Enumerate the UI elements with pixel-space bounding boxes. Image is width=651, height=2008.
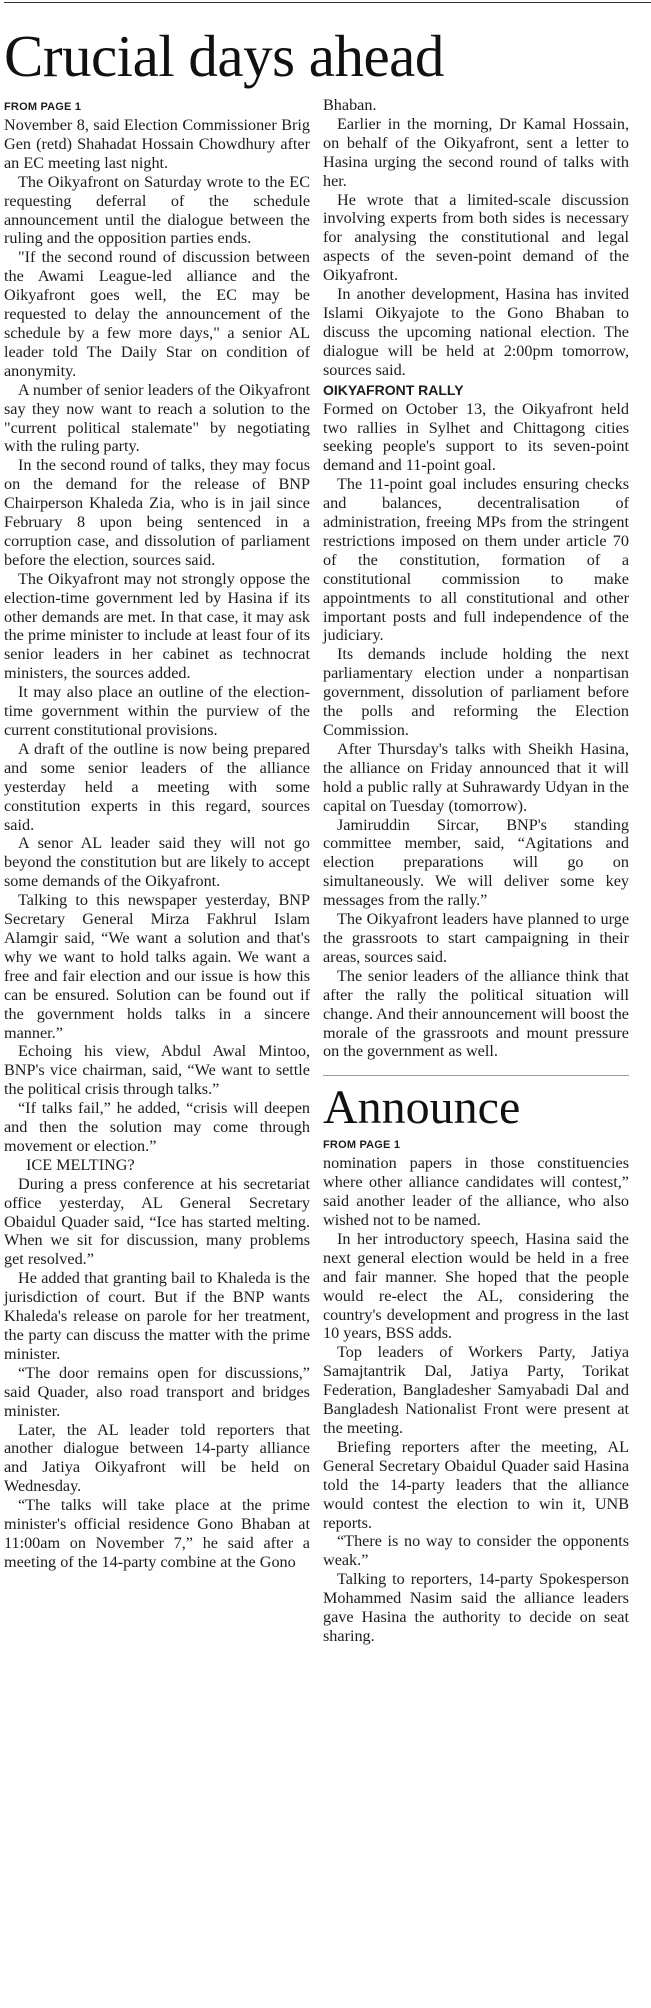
rally-paragraph: The senior leaders of the alliance think that after the rally the political situation will change. And their announcement will boost the morale of the grassroots and mount pressure on the government as well. — [323, 966, 629, 1061]
story1-paragraph: In the second round of talks, they may focus on the demand for the release of BNP Chairperson Khaleda Zia, who is in jail since February 8 upon being sentenced in a corruption case, and dissolution of parliament before the election, sources said. — [4, 456, 310, 569]
oikyafront-rally-subhead: OIKYAFRONT RALLY — [323, 381, 464, 398]
story2-paragraph: “There is no way to consider the opponents weak.” — [323, 1532, 629, 1570]
story1-paragraph: The Oikyafront may not strongly oppose the election-time government led by Hasina if its other demands are met. In that case, it may ask the prime minister to include at least four of its senior leaders in her cabinet as technocrat ministers, the sources added. — [4, 569, 310, 683]
story2-paragraph: Top leaders of Workers Party, Jatiya Samajtantrik Dal, Jatiya Party, Torikat Federation, Bangladesher Samyabadi Dal and Bangladesh Nationalist Front were present at the meeting. — [323, 1343, 629, 1437]
rally-paragraph: Jamiruddin Sircar, BNP's standing committee member, said, “Agitations and election preparations will go on simultaneously. We will deliver some key messages from the rally.” — [323, 815, 629, 910]
story1-paragraph: Bhaban. — [323, 96, 377, 114]
headline-crucial-days-ahead: Crucial days ahead — [4, 23, 444, 89]
rally-paragraph: Its demands include holding the next parliamentary election under a nonpartisan government, dissolution of parliament before the polls and reforming the Election Commission. — [323, 645, 629, 739]
story1-right-column — [323, 96, 629, 1646]
story1-paragraph: Echoing his view, Abdul Awal Mintoo, BNP's vice chairman, said, “We want to settle the political crisis through talks.” — [4, 1042, 310, 1099]
story1-paragraph: During a press conference at his secretariat office yesterday, AL General Secretary Obaidul Quader said, “Ice has started melting. When we sit for discussion, many problems get resolved.” — [4, 1174, 310, 1269]
story1-paragraph: “The door remains open for discussions,” said Quader, also road transport and bridges minister. — [4, 1363, 310, 1420]
top-rule — [4, 2, 651, 3]
story1-paragraph: A senor AL leader said they will not go beyond the constitution but are likely to accept some demands of the Oikyafront. — [4, 834, 310, 891]
story1-paragraph: A number of senior leaders of the Oikyafront say they now want to reach a solution to the "current political stalemate" by negotiating with the ruling party. — [4, 380, 310, 456]
story1-left-column — [4, 100, 310, 1572]
rally-paragraph: The 11-point goal includes ensuring checks and balances, decentralisation of administration, freeing MPs from the stringent restrictions imposed on them under article 70 of the constitution, formation of a constitutional commission to make appointments to all constitutional and other important posts and full independence of the judiciary. — [323, 475, 629, 645]
story1-paragraph: In another development, Hasina has invited Islami Oikyajote to the Gono Bhaban to discuss the upcoming national election. The dialogue will be held at 2:00pm tomorrow, sources said. — [323, 285, 629, 379]
story1-paragraph: He added that granting bail to Khaleda is the jurisdiction of court. But if the BNP wants Khaleda's release on parole for her treatment, the party can discuss the matter with the prime minister. — [4, 1269, 310, 1363]
rally-paragraph: Formed on October 13, the Oikyafront held two rallies in Sylhet and Chittagong cities seeking people's support to its seven-point demand and 11-point goal. — [323, 399, 629, 475]
headline-announce: Announce — [323, 1075, 629, 1136]
story2-paragraph: In her introductory speech, Hasina said the next general election would be held in a free and fair manner. She hoped that the people would re-elect the AL, considering the country's development and progress in the last 10 years, BSS adds. — [323, 1229, 629, 1343]
story2-kicker: FROM PAGE 1 — [323, 1139, 401, 1152]
story1-paragraph: He wrote that a limited-scale discussion involving experts from both sides is necessary for analysing the constitutional and legal aspects of the seven-point demand of the Oikyafront. — [323, 190, 629, 285]
rally-paragraph: After Thursday's talks with Sheikh Hasina, the alliance on Friday announced that it will hold a public rally at Suhrawardy Udyan in the capital on Tuesday (tomorrow). — [323, 739, 629, 815]
story1-paragraph: Later, the AL leader told reporters that another dialogue between 14-party alliance and Jatiya Oikyafront will be held on Wednesday. — [4, 1420, 310, 1496]
story1-paragraph: November 8, said Election Commissioner Brig Gen (retd) Shahadat Hossain Chowdhury after an EC meeting last night. — [4, 116, 310, 172]
story1-paragraph: A draft of the outline is now being prepared and some senior leaders of the alliance yesterday held a meeting with some constitution experts in this regard, sources said. — [4, 739, 310, 834]
story1-paragraph: "If the second round of discussion between the Awami League-led alliance and the Oikyafront goes well, the EC may be requested to delay the announcement of the schedule by a few more days," a senior AL leader told The Daily Star on condition of anonymity. — [4, 248, 310, 380]
story1-paragraph: “The talks will take place at the prime minister's official residence Gono Bhaban at 11:00am on November 7,” he said after a meeting of the 14-party combine at the Gono — [4, 1496, 310, 1571]
story1-paragraph: Earlier in the morning, Dr Kamal Hossain, on behalf of the Oikyafront, sent a letter to Hasina urging the second round of talks with her. — [323, 114, 629, 190]
story2-paragraph: nomination papers in those constituencies where other alliance candidates will contest,” said another leader of the alliance, who also wished not to be named. — [323, 1154, 629, 1230]
rally-paragraph: The Oikyafront leaders have planned to urge the grassroots to start campaigning in their areas, sources said. — [323, 910, 629, 966]
story2-paragraph: Talking to reporters, 14-party Spokesperson Mohammed Nasim said the alliance leaders gave Hasina the authority to decide on seat sharing. — [323, 1570, 629, 1645]
story1-paragraph: The Oikyafront on Saturday wrote to the EC requesting deferral of the schedule announcement until the dialogue between the ruling and the opposition parties ends. — [4, 172, 310, 248]
story1-kicker: FROM PAGE 1 — [4, 101, 82, 113]
story2-paragraph: Briefing reporters after the meeting, AL General Secretary Obaidul Quader said Hasina told the 14-party leaders that the alliance would contest the election to win it, UNB reports. — [323, 1437, 629, 1532]
ice-melting-subhead: ICE MELTING? — [26, 1155, 135, 1174]
story1-paragraph: It may also place an outline of the election-time government within the purview of the current constitutional provisions. — [4, 683, 310, 739]
story1-paragraph: Talking to this newspaper yesterday, BNP Secretary General Mirza Fakhrul Islam Alamgir said, “We want a solution and that's why we want to hold talks again. We want a free and fair election and our issue is how this can be ensured. Solution can be found out if the government holds talks in a sincere manner.” — [4, 891, 310, 1042]
story1-paragraph: “If talks fail,” he added, “crisis will deepen and then the solution may come through movement or election.” — [4, 1099, 310, 1155]
